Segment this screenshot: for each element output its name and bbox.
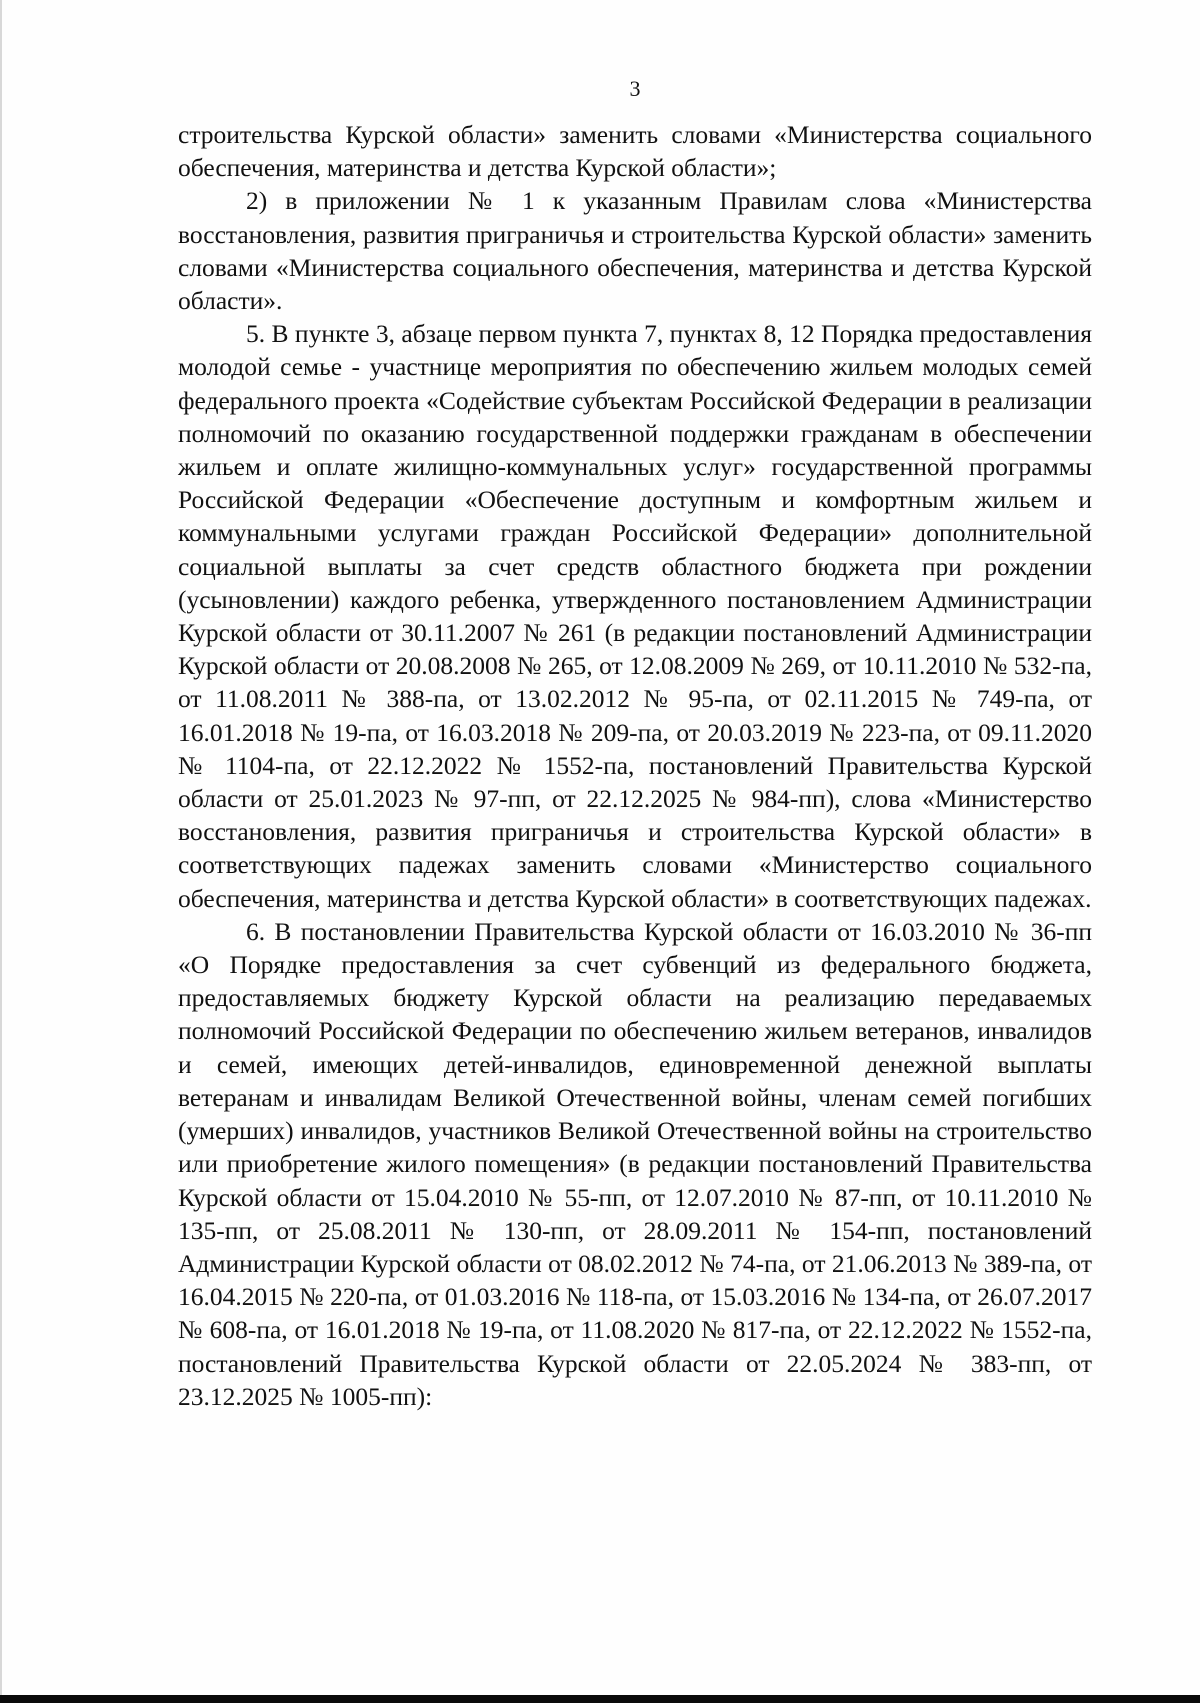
paragraph-continuation: строительства Курской области» заменить словами «Министерства социального обеспечения, материнства и детства Курской области»; (178, 120, 1092, 183)
scan-edge (0, 0, 2, 1703)
page-number: 3 (629, 76, 641, 101)
paragraph-item-2: 2) в приложении № 1 к указанным Правилам слова «Министерства восстановления, развития приграничья и строительства Курской области» заменить словами «Министерства социального обеспечения, материнства и детства Курской области». (178, 186, 1092, 316)
paragraph-item-5: 5. В пункте 3, абзаце первом пункта 7, пунктах 8, 12 Порядка предоставления молодой семье - участнице мероприятия по обеспечению жильем молодых семей федерального проекта «Содействие субъектам Российской Федерации в реализации полномочий по оказанию государственной поддержки гражданам в обеспечении жильем и оплате жилищно-коммунальных услуг» государственной программы Российской Федерации «Обеспечение доступным и комфортным жильем и коммунальными услугами граждан Российской Федерации» дополнительной социальной выплаты за счет средств областного бюджета при рождении (усыновлении) каждого ребенка, утвержденного постановлением Администрации Курской области от 30.11.2007 № 261 (в редакции постановлений Администрации Курской области от 20.08.2008 № 265, от 12.08.2009 № 269, от 10.11.2010 № 532-па, от 11.08.2011 № 388-па, от 13.02.2012 № 95-па, от 02.11.2015 № 749-па, от 16.01.2018 № 19-па, от 16.03.2018 № 209-па, от 20.03.2019 № 223-па, от 09.11.2020 № 1104-па, от 22.12.2022 № 1552-па, постановлений Правительства Курской области от 25.01.2023 № 97-пп, от 22.12.2025 № 984-пп), слова «Министерство восстановления, развития приграничья и строительства Курской области» в соответствующих падежах заменить словами «Министерство социального обеспечения, материнства и детства Курской области» в соответствующих падежах. (178, 319, 1092, 913)
paragraph-item-6: 6. В постановлении Правительства Курской области от 16.03.2010 № 36-пп «О Порядке предоставления за счет субвенций из федерального бюджета, предоставляемых бюджету Курской области на реализацию передаваемых полномочий Российской Федерации по обеспечению жильем ветеранов, инвалидов и семей, имеющих детей-инвалидов, единовременной денежной выплаты ветеранам и инвалидам Великой Отечественной войны, членам семей погибших (умерших) инвалидов, участников Великой Отечественной войны на строительство или приобретение жилого помещения» (в редакции постановлений Правительства Курской области от 15.04.2010 № 55-пп, от 12.07.2010 № 87-пп, от 10.11.2010 № 135-пп, от 25.08.2011 № 130-пп, от 28.09.2011 № 154-пп, постановлений Администрации Курской области от 08.02.2012 № 74-па, от 21.06.2013 № 389-па, от 16.04.2015 № 220-па, от 01.03.2016 № 118-па, от 15.03.2016 № 134-па, от 26.07.2017 № 608-па, от 16.01.2018 № 19-па, от 11.08.2020 № 817-па, от 22.12.2022 № 1552-па, постановлений Правительства Курской области от 22.05.2024 № 383-пп, от 23.12.2025 № 1005-пп): (178, 916, 1092, 1411)
document-body (178, 118, 1092, 1413)
scan-bottom-border (0, 1695, 1200, 1703)
